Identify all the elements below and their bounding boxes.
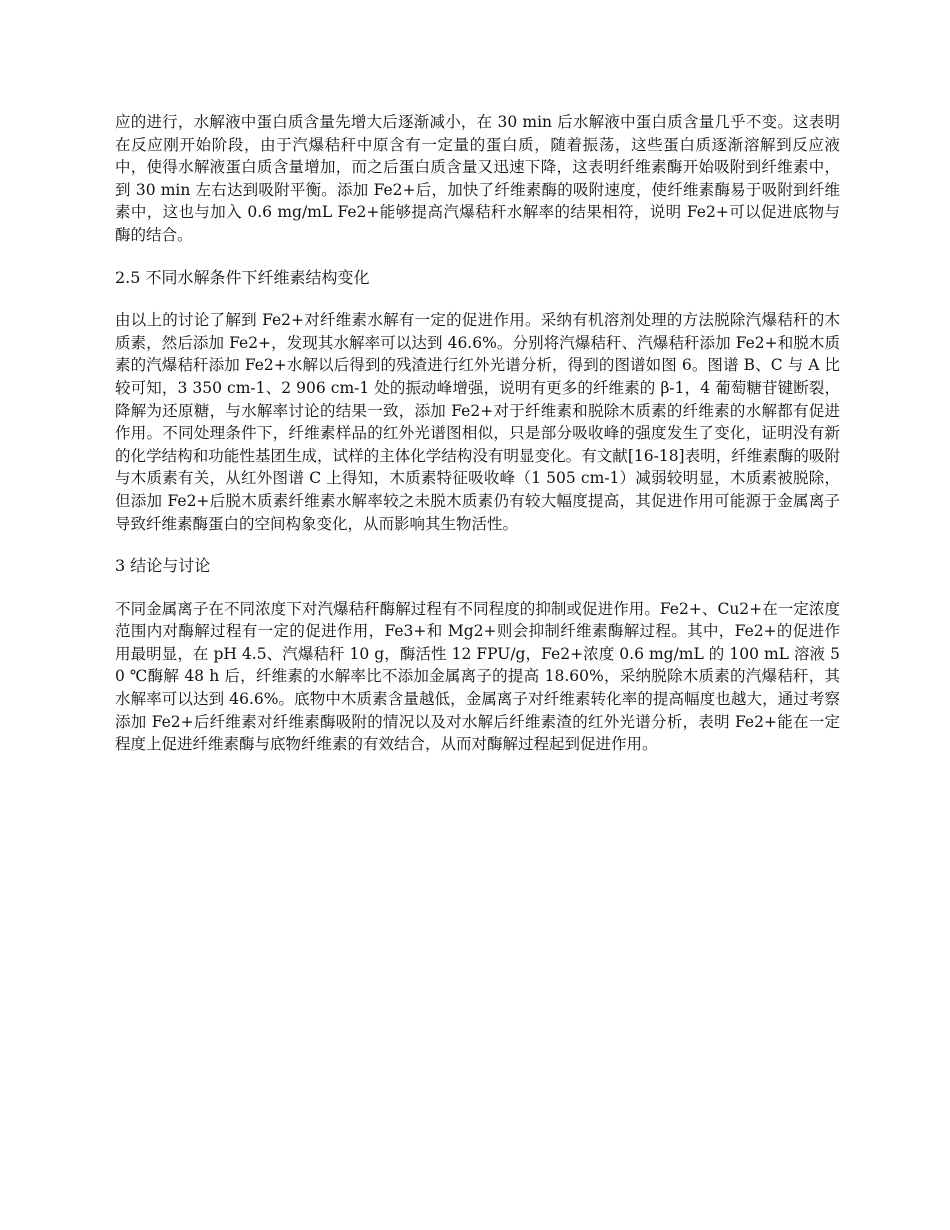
paragraph-enzyme-adsorption: 应的进行，水解液中蛋白质含量先增大后逐渐减小，在 30 min 后水解液中蛋白质含量几乎不变。这表明在反应刚开始阶段，由于汽爆秸秆中原含有一定量的蛋白质，随着振荡，这些蛋白质逐渐溶解到反应液中，使得水解液蛋白质含量增加，而之后蛋白质含量又迅速下降，这表明纤维素酶开始吸附到纤维素中，到 30 min 左右达到吸附平衡。添加 Fe2+后，加快了纤维素酶的吸附速度，使纤维素酶易于吸附到纤维素中，这也与加入 0.6 mg/mL Fe2+能够提高汽爆秸秆水解率的结果相符，说明 Fe2+可以促进底物与酶的结合。 [115,113,840,244]
paragraph-cellulose-structure: 由以上的讨论了解到 Fe2+对纤维素水解有一定的促进作用。采纳有机溶剂处理的方法脱除汽爆秸秆的木质素，然后添加 Fe2+，发现其水解率可以达到 46.6%。分别将汽爆秸秆、汽爆秸秆添加 Fe2+和脱木质素的汽爆秸秆添加 Fe2+水解以后得到的残渣进行红外光谱分析，得到的图谱如图 6。图谱 B、C 与 A 比较可知，3 350 cm-1、2 906 cm-1 处的振动峰增强，说明有更多的纤维素的 β-1，4 葡萄糖苷键断裂，降解为还原糖，与水解率讨论的结果一致，添加 Fe2+对于纤维素和脱除木质素的纤维素的水解都有促进作用。不同处理条件下，纤维素样品的红外光谱图相似，只是部分吸收峰的强度发生了变化，证明没有新的化学结构和功能性基团生成，试样的主体化学结构没有明显变化。有文献[16-18]表明，纤维素酶的吸附与木质素有关，从红外图谱 C 上得知，木质素特征吸收峰（1 505 cm-1）减弱较明显，木质素被脱除，但添加 Fe2+后脱木质素纤维素水解率较之未脱木质素仍有较大幅度提高，其促进作用可能源于金属离子导致纤维素酶蛋白的空间构象变化，从而影响其生物活性。 [115,311,840,533]
section-heading-3: 3 结论与讨论 [115,556,211,576]
document-body [115,111,840,756]
paragraph-conclusion: 不同金属离子在不同浓度下对汽爆秸秆酶解过程有不同程度的抑制或促进作用。Fe2+、Cu2+在一定浓度范围内对酶解过程有一定的促进作用，Fe3+和 Mg2+则会抑制纤维素酶解过程。其中，Fe2+的促进作用最明显，在 pH 4.5、汽爆秸秆 10 g，酶活性 12 FPU/g，Fe2+浓度 0.6 mg/mL 的 100 mL 溶液 50 ℃酶解 48 h 后，纤维素的水解率比不添加金属离子的提高 18.60%，采纳脱除木质素的汽爆秸秆，其水解率可以达到 46.6%。底物中木质素含量越低，金属离子对纤维素转化率的提高幅度也越大，通过考察添加 Fe2+后纤维素对纤维素酶吸附的情况以及对水解后纤维素渣的红外光谱分析，表明 Fe2+能在一定程度上促进纤维素酶与底物纤维素的有效结合，从而对酶解过程起到促进作用。 [115,599,840,754]
section-heading-2-5: 2.5 不同水解条件下纤维素结构变化 [115,267,370,287]
